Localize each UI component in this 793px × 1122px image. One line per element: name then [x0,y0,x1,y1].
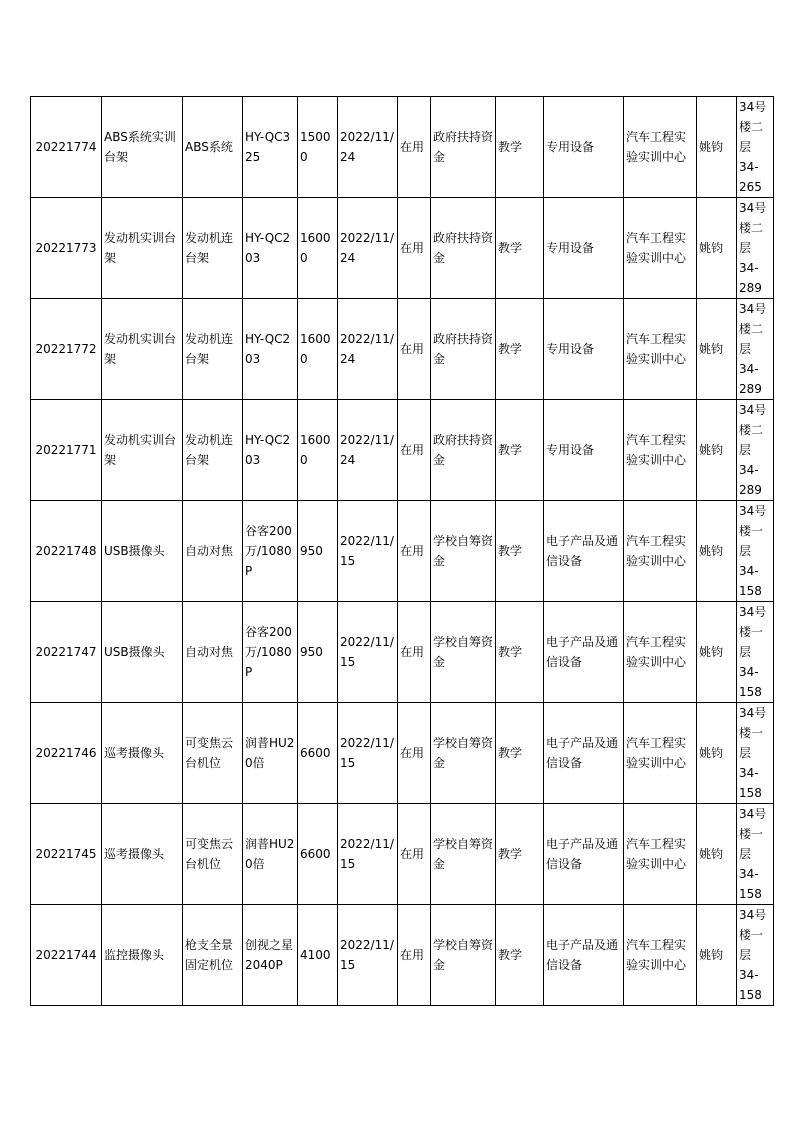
asset-name-cell: 巡考摄像头 [102,804,183,905]
asset-name-cell: USB摄像头 [102,602,183,703]
location-line: 289 [739,281,762,295]
location-line: 34- [739,564,759,578]
asset-id-cell: 20221771 [31,400,102,501]
custodian-cell: 姚钧 [697,804,737,905]
location-line: 楼二 [739,423,764,437]
location-line: 层 [739,241,752,255]
category-cell: 专用设备 [544,198,624,299]
table-row [31,198,774,299]
location-line: 层 [739,645,752,659]
table-row [31,299,774,400]
status-cell: 在用 [398,703,431,804]
funding-cell: 学校自筹资金 [431,501,496,602]
model-cell: ABS系统 [183,97,243,198]
status-cell: 在用 [398,501,431,602]
table-row [31,602,774,703]
model-cell: 枪支全景固定机位 [183,905,243,1006]
location-line: 层 [739,342,752,356]
custodian-cell: 姚钧 [697,97,737,198]
location-cell [737,198,774,299]
asset-name-cell: 发动机实训台架 [102,299,183,400]
funding-cell: 学校自筹资金 [431,703,496,804]
custodian-cell: 姚钧 [697,602,737,703]
location-line: 34号 [739,100,767,114]
usage-cell: 教学 [496,299,544,400]
spec-cell: 润普HU20倍 [243,703,298,804]
location-line: 158 [739,786,762,800]
location-cell [737,703,774,804]
asset-id-cell: 20221744 [31,905,102,1006]
category-cell: 电子产品及通信设备 [544,703,624,804]
spec-cell: HY-QC203 [243,400,298,501]
location-cell [737,97,774,198]
price-cell: 950 [298,602,338,703]
status-cell: 在用 [398,804,431,905]
department-cell: 汽车工程实验实训中心 [624,905,697,1006]
asset-id-cell: 20221772 [31,299,102,400]
funding-cell: 学校自筹资金 [431,602,496,703]
date-cell: 2022/11/15 [338,905,398,1006]
category-cell: 电子产品及通信设备 [544,602,624,703]
department-cell: 汽车工程实验实训中心 [624,97,697,198]
department-cell: 汽车工程实验实训中心 [624,299,697,400]
location-line: 158 [739,685,762,699]
location-line: 楼一 [739,928,764,942]
spec-cell: 谷客200万/1080P [243,501,298,602]
location-line: 层 [739,948,752,962]
location-cell [737,299,774,400]
date-cell: 2022/11/24 [338,299,398,400]
location-line: 158 [739,887,762,901]
date-cell: 2022/11/15 [338,804,398,905]
location-cell [737,602,774,703]
location-line: 34号 [739,807,767,821]
price-cell: 6600 [298,703,338,804]
location-line: 层 [739,847,752,861]
location-line: 层 [739,443,752,457]
location-line: 158 [739,988,762,1002]
asset-name-cell: ABS系统实训台架 [102,97,183,198]
price-cell: 950 [298,501,338,602]
location-cell [737,905,774,1006]
category-cell: 电子产品及通信设备 [544,804,624,905]
location-line: 楼二 [739,221,764,235]
category-cell: 专用设备 [544,400,624,501]
spec-cell: 润普HU20倍 [243,804,298,905]
price-cell: 6600 [298,804,338,905]
location-line: 34号 [739,302,767,316]
funding-cell: 学校自筹资金 [431,905,496,1006]
status-cell: 在用 [398,905,431,1006]
location-line: 楼二 [739,120,764,134]
price-cell: 16000 [298,198,338,299]
table-body [31,97,774,1006]
location-line: 289 [739,382,762,396]
location-line: 265 [739,180,762,194]
location-line: 34号 [739,201,767,215]
location-line: 楼一 [739,524,764,538]
price-cell: 4100 [298,905,338,1006]
location-line: 34- [739,766,759,780]
category-cell: 专用设备 [544,299,624,400]
model-cell: 发动机连台架 [183,400,243,501]
date-cell: 2022/11/15 [338,602,398,703]
department-cell: 汽车工程实验实训中心 [624,703,697,804]
location-cell [737,501,774,602]
model-cell: 自动对焦 [183,501,243,602]
table-row [31,703,774,804]
custodian-cell: 姚钧 [697,501,737,602]
location-line: 34号 [739,908,767,922]
asset-id-cell: 20221773 [31,198,102,299]
asset-name-cell: 发动机实训台架 [102,198,183,299]
asset-name-cell: 发动机实训台架 [102,400,183,501]
funding-cell: 政府扶持资金 [431,400,496,501]
location-line: 34- [739,968,759,982]
custodian-cell: 姚钧 [697,400,737,501]
department-cell: 汽车工程实验实训中心 [624,804,697,905]
location-line: 楼一 [739,625,764,639]
location-line: 158 [739,584,762,598]
status-cell: 在用 [398,97,431,198]
table-row [31,905,774,1006]
asset-name-cell: 监控摄像头 [102,905,183,1006]
date-cell: 2022/11/24 [338,198,398,299]
asset-id-cell: 20221748 [31,501,102,602]
table-row [31,97,774,198]
department-cell: 汽车工程实验实训中心 [624,602,697,703]
location-line: 289 [739,483,762,497]
department-cell: 汽车工程实验实训中心 [624,400,697,501]
category-cell: 电子产品及通信设备 [544,905,624,1006]
model-cell: 自动对焦 [183,602,243,703]
asset-id-cell: 20221774 [31,97,102,198]
price-cell: 16000 [298,400,338,501]
usage-cell: 教学 [496,400,544,501]
usage-cell: 教学 [496,804,544,905]
status-cell: 在用 [398,602,431,703]
asset-id-cell: 20221745 [31,804,102,905]
department-cell: 汽车工程实验实训中心 [624,198,697,299]
spec-cell: HY-QC325 [243,97,298,198]
funding-cell: 学校自筹资金 [431,804,496,905]
location-line: 层 [739,746,752,760]
location-line: 34- [739,160,759,174]
date-cell: 2022/11/24 [338,97,398,198]
location-cell [737,804,774,905]
category-cell: 专用设备 [544,97,624,198]
location-line: 层 [739,544,752,558]
table-row [31,804,774,905]
location-line: 34号 [739,504,767,518]
location-line: 楼二 [739,322,764,336]
spec-cell: 创视之星2040P [243,905,298,1006]
department-cell: 汽车工程实验实训中心 [624,501,697,602]
location-line: 楼一 [739,726,764,740]
funding-cell: 政府扶持资金 [431,299,496,400]
funding-cell: 政府扶持资金 [431,97,496,198]
usage-cell: 教学 [496,97,544,198]
model-cell: 发动机连台架 [183,198,243,299]
location-line: 34- [739,261,759,275]
location-line: 34号 [739,403,767,417]
custodian-cell: 姚钧 [697,198,737,299]
usage-cell: 教学 [496,602,544,703]
spec-cell: HY-QC203 [243,198,298,299]
model-cell: 可变焦云台机位 [183,804,243,905]
location-line: 34号 [739,706,767,720]
spec-cell: HY-QC203 [243,299,298,400]
location-line: 34- [739,665,759,679]
status-cell: 在用 [398,299,431,400]
asset-table [30,96,774,1006]
status-cell: 在用 [398,400,431,501]
location-cell [737,400,774,501]
funding-cell: 政府扶持资金 [431,198,496,299]
table-row [31,501,774,602]
asset-name-cell: 巡考摄像头 [102,703,183,804]
custodian-cell: 姚钧 [697,905,737,1006]
custodian-cell: 姚钧 [697,299,737,400]
location-line: 层 [739,140,752,154]
category-cell: 电子产品及通信设备 [544,501,624,602]
spec-cell: 谷客200万/1080P [243,602,298,703]
location-line: 34- [739,463,759,477]
usage-cell: 教学 [496,198,544,299]
usage-cell: 教学 [496,501,544,602]
price-cell: 16000 [298,299,338,400]
price-cell: 15000 [298,97,338,198]
custodian-cell: 姚钧 [697,703,737,804]
date-cell: 2022/11/15 [338,501,398,602]
location-line: 34- [739,867,759,881]
usage-cell: 教学 [496,905,544,1006]
model-cell: 发动机连台架 [183,299,243,400]
asset-id-cell: 20221747 [31,602,102,703]
table-row [31,400,774,501]
status-cell: 在用 [398,198,431,299]
asset-name-cell: USB摄像头 [102,501,183,602]
date-cell: 2022/11/24 [338,400,398,501]
model-cell: 可变焦云台机位 [183,703,243,804]
usage-cell: 教学 [496,703,544,804]
location-line: 楼一 [739,827,764,841]
location-line: 34号 [739,605,767,619]
location-line: 34- [739,362,759,376]
asset-id-cell: 20221746 [31,703,102,804]
date-cell: 2022/11/15 [338,703,398,804]
